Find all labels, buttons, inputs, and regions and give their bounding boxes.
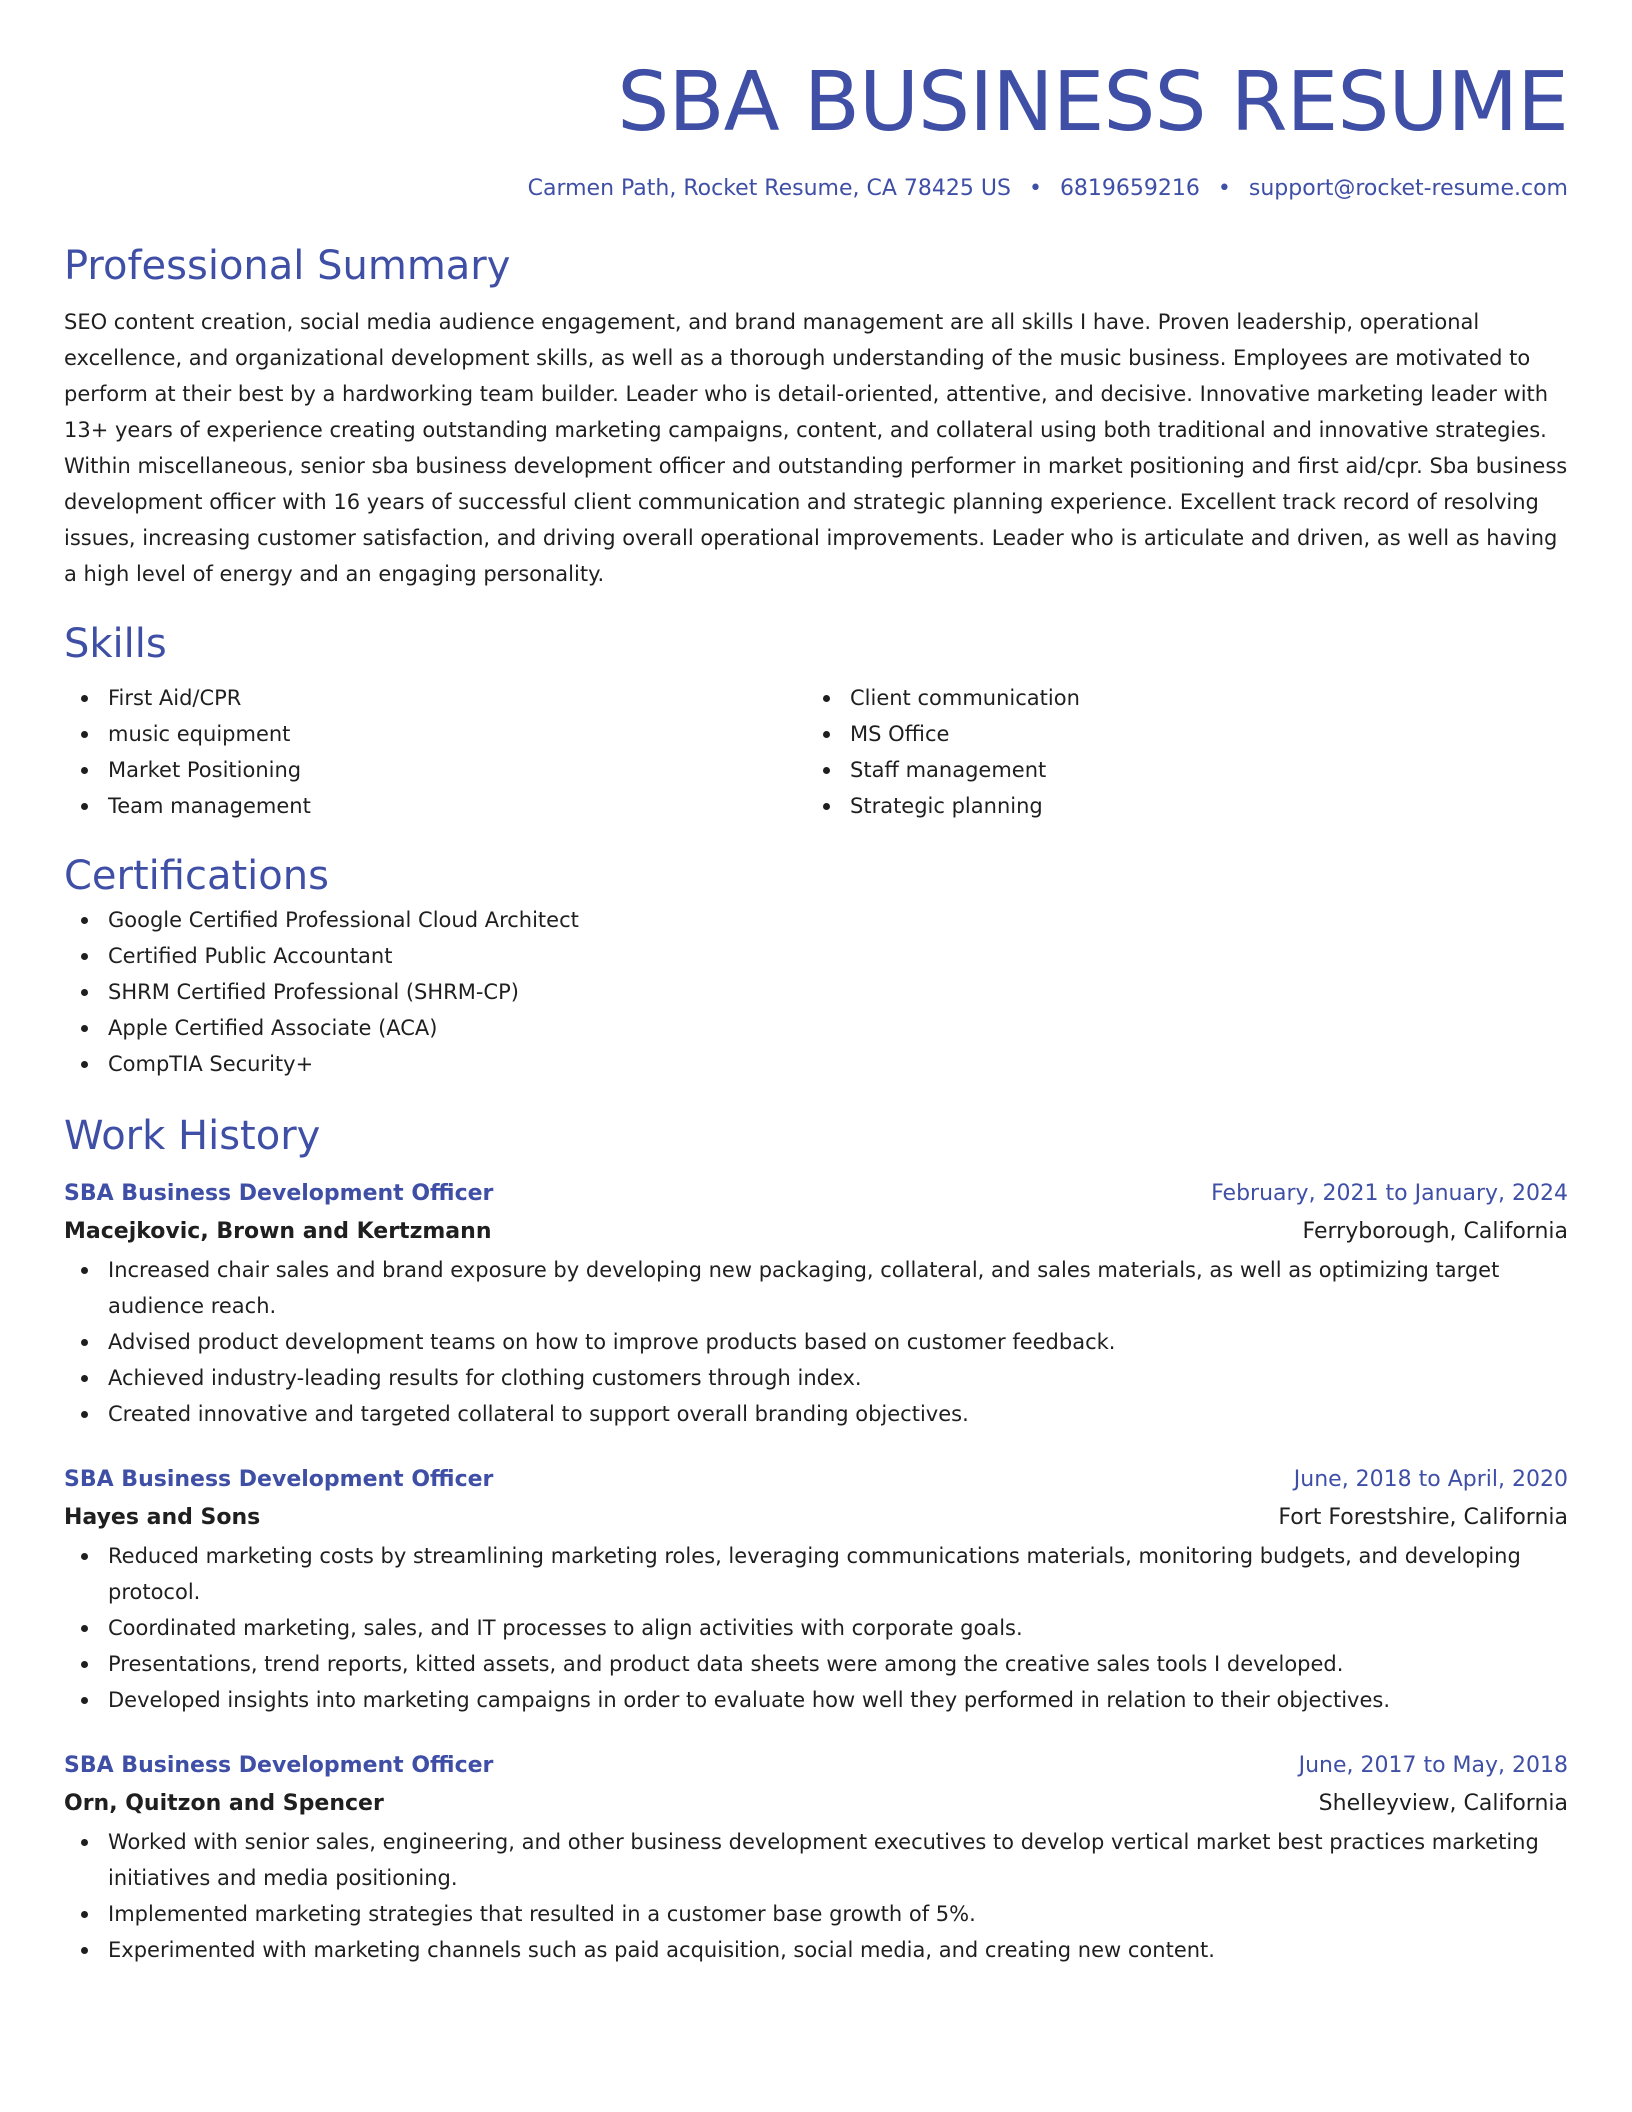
summary-text: SEO content creation, social media audience engagement, and brand management are all skills I have. Proven leadership, operational excellence, and organizational development skills, as well as a thorough understanding of the music business. Employees are motivated to perform at their best by a hardworking team builder. Leader who is detail-oriented, attentive, and decisive. Innovative marketing leader with 13+ years of experience creating outstanding marketing campaigns, content, and collateral using both traditional and innovative strategies. Within miscellaneous, senior sba business development officer and outstanding performer in market positioning and first aid/cpr. Sba business development officer with 16 years of successful client communication and strategic planning experience. Excellent track record of resolving issues, increasing customer satisfaction, and driving overall operational improvements. Leader who is articulate and driven, as well as having a high level of energy and an engaging personality.	[64, 310, 1568, 586]
job-bullet: Created innovative and targeted collateral to support overall branding objectives.	[64, 1396, 1568, 1432]
skills-columns	[64, 680, 1568, 824]
job-bullet: Increased chair sales and brand exposure by developing new packaging, collateral, and sales materials, as well as optimizing target audience reach.	[64, 1252, 1568, 1324]
resume-name: SBA BUSINESS RESUME	[617, 55, 1568, 150]
job-bullet: Developed insights into marketing campaigns in order to evaluate how well they performed in relation to their objectives.	[64, 1682, 1568, 1718]
job-company-row	[64, 1784, 1568, 1824]
summary-heading: Professional Summary	[64, 243, 511, 289]
job-title: SBA Business Development Officer	[64, 1753, 494, 1778]
job-bullet: Implemented marketing strategies that resulted in a customer base growth of 5%.	[64, 1896, 1568, 1932]
contact-separator: •	[1028, 176, 1042, 201]
skills-column-left	[64, 680, 806, 824]
skill-item: Strategic planning	[806, 788, 1548, 824]
job-bullet-list	[64, 1252, 1568, 1432]
skills-heading: Skills	[64, 621, 167, 667]
job-bullet: Advised product development teams on how to improve products based on customer feedback.	[64, 1324, 1568, 1360]
job-entry	[64, 1176, 1568, 1432]
job-title-row	[64, 1748, 1568, 1784]
job-bullet: Presentations, trend reports, kitted assets, and product data sheets were among the creative sales tools I developed.	[64, 1646, 1568, 1682]
skill-item: MS Office	[806, 716, 1548, 752]
skill-item: music equipment	[64, 716, 806, 752]
job-bullet: Experimented with marketing channels such as paid acquisition, social media, and creating new content.	[64, 1932, 1568, 1968]
certification-item: Google Certified Professional Cloud Architect	[64, 902, 1568, 938]
skill-item: First Aid/CPR	[64, 680, 806, 716]
certification-item: Apple Certified Associate (ACA)	[64, 1010, 1568, 1046]
certification-item: SHRM Certified Professional (SHRM-CP)	[64, 974, 1568, 1010]
resume-page	[64, 0, 1568, 1968]
job-title: SBA Business Development Officer	[64, 1181, 494, 1206]
certifications-list	[64, 902, 1568, 1082]
contact-line	[64, 174, 1568, 204]
job-bullet-list	[64, 1824, 1568, 1968]
job-bullet: Reduced marketing costs by streamlining marketing roles, leveraging communications materials, monitoring budgets, and developing protocol.	[64, 1538, 1568, 1610]
job-title: SBA Business Development Officer	[64, 1467, 494, 1492]
job-bullet-list	[64, 1538, 1568, 1718]
contact-separator: •	[1217, 176, 1231, 201]
skill-item: Market Positioning	[64, 752, 806, 788]
work-history-heading: Work History	[64, 1113, 321, 1159]
certification-item: Certified Public Accountant	[64, 938, 1568, 974]
skills-column-right	[806, 680, 1548, 824]
job-bullet: Coordinated marketing, sales, and IT processes to align activities with corporate goals.	[64, 1610, 1568, 1646]
job-company: Macejkovic, Brown and Kertzmann	[64, 1219, 492, 1244]
job-entry	[64, 1748, 1568, 1968]
skill-item: Staff management	[806, 752, 1548, 788]
job-dates: February, 2021 to January, 2024	[1211, 1181, 1568, 1206]
job-title-row	[64, 1462, 1568, 1498]
skills-list-left	[64, 680, 806, 824]
job-dates: June, 2017 to May, 2018	[1298, 1753, 1568, 1778]
contact-email: support@rocket-resume.com	[1248, 176, 1568, 201]
job-dates: June, 2018 to April, 2020	[1293, 1467, 1568, 1492]
job-company-row	[64, 1212, 1568, 1252]
job-title-row	[64, 1176, 1568, 1212]
job-company-row	[64, 1498, 1568, 1538]
job-company: Orn, Quitzon and Spencer	[64, 1791, 384, 1816]
contact-phone: 6819659216	[1059, 176, 1200, 201]
job-location: Shelleyview, California	[1318, 1791, 1568, 1816]
skills-list-right	[806, 680, 1548, 824]
job-location: Ferryborough, California	[1302, 1219, 1568, 1244]
contact-address: Carmen Path, Rocket Resume, CA 78425 US	[527, 176, 1011, 201]
certification-item: CompTIA Security+	[64, 1046, 1568, 1082]
certifications-heading: Certifications	[64, 853, 329, 899]
job-location: Fort Forestshire, California	[1278, 1505, 1568, 1530]
job-bullet: Achieved industry-leading results for clothing customers through index.	[64, 1360, 1568, 1396]
job-entry	[64, 1462, 1568, 1718]
skill-item: Client communication	[806, 680, 1548, 716]
job-company: Hayes and Sons	[64, 1505, 261, 1530]
job-bullet: Worked with senior sales, engineering, and other business development executives to develop vertical market best practices marketing initiatives and media positioning.	[64, 1824, 1568, 1896]
skill-item: Team management	[64, 788, 806, 824]
